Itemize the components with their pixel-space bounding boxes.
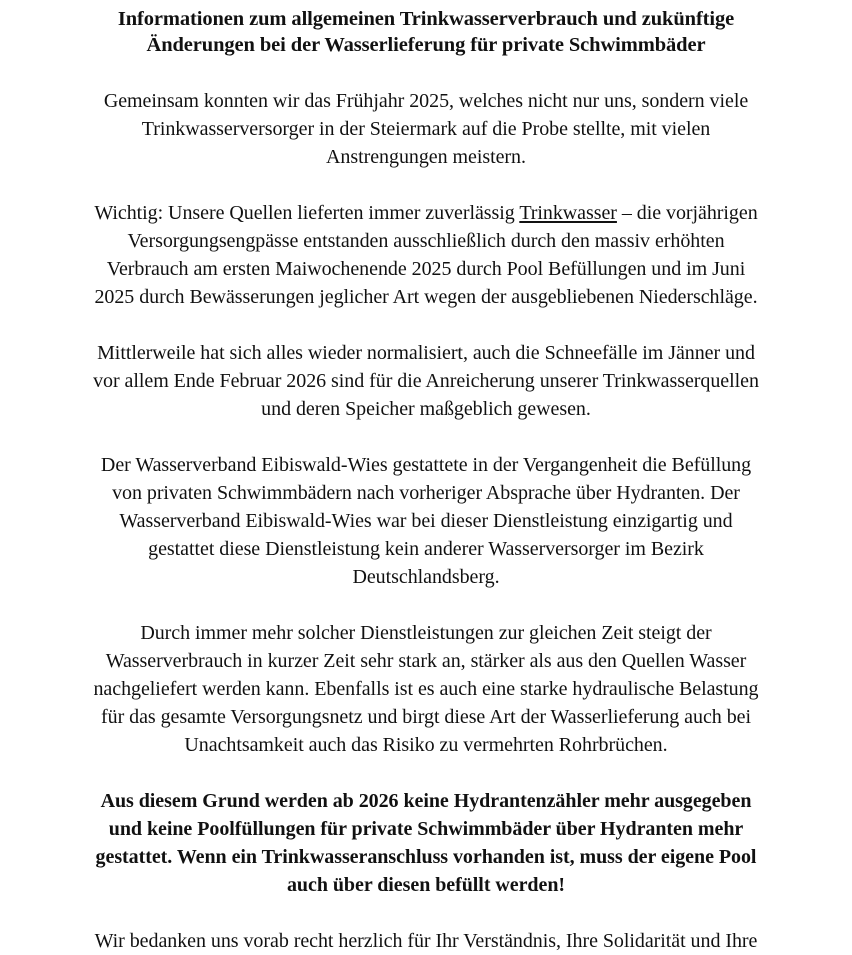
paragraph-massnahme: Aus diesem Grund werden ab 2026 keine Hydrantenzähler mehr ausgegeben und keine Poolfüllungen für private Schwimmbäder über Hydranten mehr gestattet. Wenn ein Trinkwasseranschluss vorhanden ist, muss der eigene Pool auch über diesen befüllt werden! [95,790,757,896]
paragraph-wichtig-text-before: Wichtig: Unsere Quellen lieferten immer zuverlässig [94,202,520,224]
underlined-term-trinkwasser: Trinkwasser [519,202,617,224]
spacer [87,171,765,199]
page-title-line-2: Änderungen bei der Wasserlieferung für private Schwimmbäder [146,34,706,56]
page-title-line-1: Informationen zum allgemeinen Trinkwasserverbrauch und zukünftige [117,8,735,30]
spacer [87,899,765,927]
paragraph-dank-clipped-wrapper [87,927,765,952]
spacer [87,423,765,451]
paragraph-wichtig-text-after: – die vorjährigen Versorgungsengpässe entstanden ausschließlich durch den massiv erhöhten Verbrauch am ersten Maiwochenende 2025 durch Pool Befüllungen und im Juni 2025 durch Bewässerungen jeglicher Art wegen der ausgebliebenen Niederschläge. [94,202,758,308]
paragraph-wichtig [87,199,765,311]
spacer [87,591,765,619]
spacer [87,311,765,339]
spacer [87,759,765,787]
page-title [87,6,765,58]
paragraph-belastung: Durch immer mehr solcher Dienstleistungen zur gleichen Zeit steigt der Wasserverbrauch in kurzer Zeit sehr stark an, stärker als aus den Quellen Wasser nachgeliefert werden kann. Ebenfalls ist es auch eine starke hydraulische Belastung für das gesamte Versorgungsnetz und birgt diese Art der Wasserlieferung auch bei Unachtsamkeit auch das Risiko zu vermehrten Rohrbrüchen. [93,622,759,756]
paragraph-vergangenheit: Der Wasserverband Eibiswald-Wies gestattete in der Vergangenheit die Befüllung von privaten Schwimmbädern nach vorheriger Absprache über Hydranten. Der Wasserverband Eibiswald-Wies war bei dieser Dienstleistung einzigartig und gestattet diese Dienstleistung kein anderer Wasserversorger im Bezirk Deutschlandsberg. [100,454,752,588]
paragraph-intro: Gemeinsam konnten wir das Frühjahr 2025, welches nicht nur uns, sondern viele Trinkwasserversorger in der Steiermark auf die Probe stellte, mit vielen Anstrengungen meistern. [103,90,749,168]
paragraph-normalisiert: Mittlerweile hat sich alles wieder normalisiert, auch die Schneefälle im Jänner und vor allem Ende Februar 2026 sind für die Anreicherung unserer Trinkwasserquellen und deren Speicher maßgeblich gewesen. [93,342,759,420]
paragraph-dank-clipped: Wir bedanken uns vorab recht herzlich für Ihr Verständnis, Ihre Solidarität und Ihre [94,930,758,952]
spacer [87,58,765,87]
